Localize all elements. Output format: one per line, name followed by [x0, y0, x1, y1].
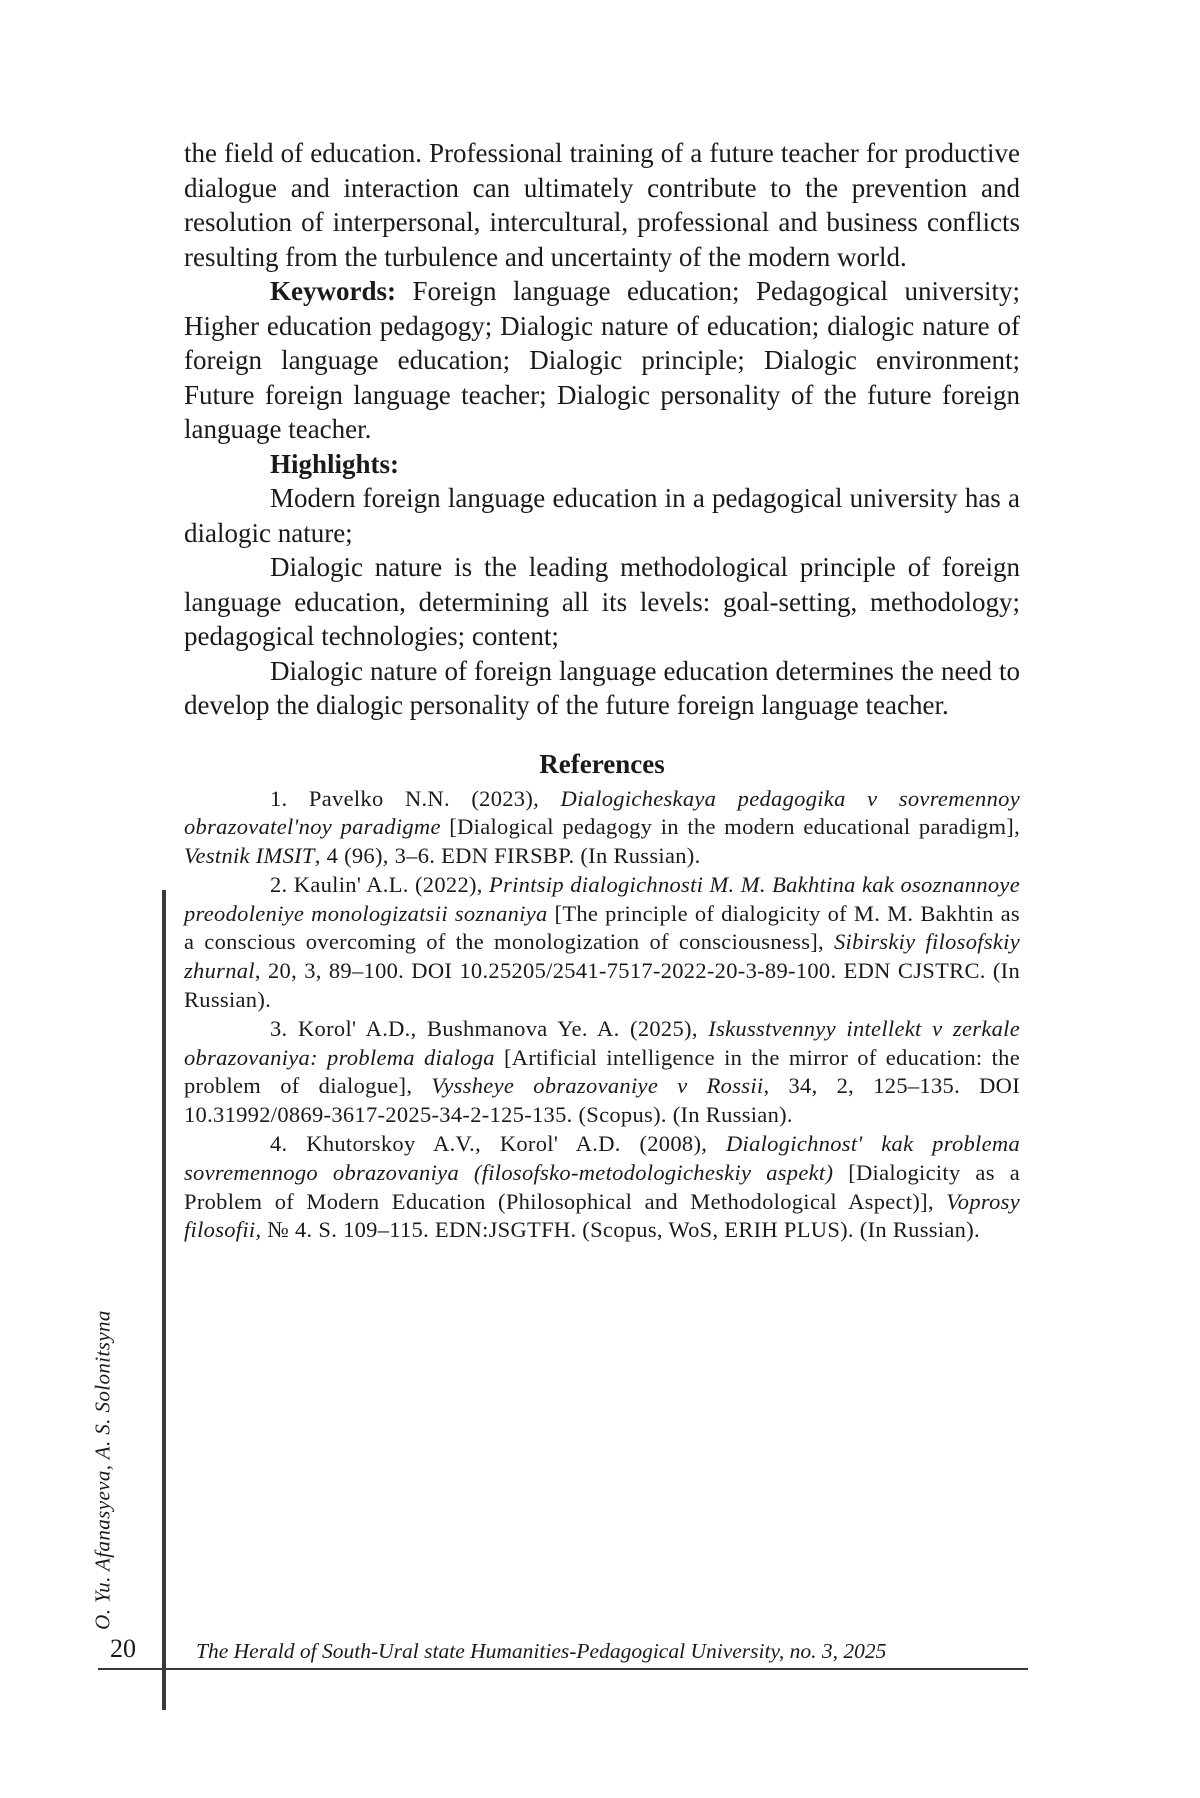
keywords-paragraph	[184, 274, 1020, 447]
footer-rule	[98, 1668, 1028, 1670]
reference-item: 4. Khutorskoy A.V., Korol' A.D. (2008), Dialogichnost' kak problema sovremennogo obrazovaniya (filosofsko-metodologicheskiy aspekt) [Dialogicity as a Problem of Modern Education (Philosophical and Methodological Aspect)], Voprosy filosofii, № 4. S. 109–115. EDN:JSGTFH. (Scopus, WoS, ERIH PLUS). (In Russian).	[184, 1131, 1020, 1243]
abstract-continuation: the field of education. Professional training of a future teacher for productive dialogue and interaction can ultimately contribute to the prevention and resolution of interpersonal, intercultural, professional and business conflicts resulting from the turbulence and uncertainty of the modern world.	[184, 138, 1020, 272]
references-list	[184, 785, 1020, 1246]
keywords-text: Foreign language education; Pedagogical university; Higher education pedagogy; Dialogic nature of education; dialogic nature of foreign language education; Dialogic principle; Dialogic environment; Future foreign language teacher; Dialogic personality of the future foreign language teacher.	[184, 276, 1020, 444]
article-body	[184, 136, 1020, 1245]
margin-rule	[162, 890, 166, 1710]
journal-footer: The Herald of South-Ural state Humanities-Pedagogical University, no. 3, 2025	[196, 1639, 887, 1663]
highlights-label: Highlights:	[270, 448, 400, 479]
reference-item: 3. Korol' A.D., Bushmanova Ye. A. (2025), Iskusstvennyy intellekt v zerkale obrazovaniya: problema dialoga [Artificial intelligence in the mirror of education: the problem of dialogue], Vyssheye obrazovaniye v Rossii, 34, 2, 125–135. DOI 10.31992/0869-3617-2025-34-2-125-135. (Scopus). (In Russian).	[184, 1015, 1020, 1128]
reference-item: 1. Pavelko N.N. (2023), Dialogicheskaya pedagogika v sovremennoy obrazovatel'noy paradigme [Dialogical pedagogy in the modern educational paradigm], Vestnik IMSIT, 4 (96), 3–6. EDN FIRSBP. (In Russian).	[184, 785, 1020, 869]
references-title: References	[539, 748, 665, 779]
reference-item: 2. Kaulin' A.L. (2022), Printsip dialogichnosti M. M. Bakhtina kak osoznannoye preodoleniye monologizatsii soznaniya [The principle of dialogicity of M. M. Bakhtin as a conscious overcoming of the monologization of consciousness], Sibirskiy filosofskiy zhurnal, 20, 3, 89–100. DOI 10.25205/2541-7517-2022-20-3-89-100. EDN CJSTRC. (In Russian).	[184, 871, 1021, 1013]
highlight-item: Dialogic nature of foreign language education determines the need to develop the dialogic personality of the future foreign language teacher.	[184, 655, 1020, 720]
keywords-label: Keywords:	[270, 276, 396, 306]
highlight-item: Dialogic nature is the leading methodological principle of foreign language education, determining all its levels: goal-setting, methodology; pedagogical technologies; content;	[184, 552, 1020, 651]
highlight-item: Modern foreign language education in a pedagogical university has a dialogic nature;	[184, 483, 1020, 548]
page-number: 20	[110, 1634, 136, 1663]
running-head-authors: O. Yu. Afanasyeva, A. S. Solonitsyna	[90, 1310, 115, 1630]
